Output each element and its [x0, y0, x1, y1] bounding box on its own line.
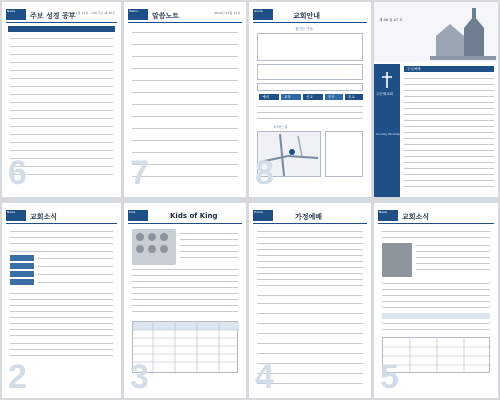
section-tag: Guide [253, 9, 273, 20]
issue-meta: 2019년 11월 17일 [214, 11, 240, 15]
cover-subtitle: Sunday Worship [376, 132, 401, 136]
page-title: 교회소식 [30, 213, 58, 221]
ministry-box [257, 83, 363, 91]
page-number: 8 [255, 154, 274, 192]
page-title: 말씀노트 [152, 12, 180, 20]
page-title: 가정예배 [295, 213, 323, 221]
staff-box [257, 33, 363, 61]
photo [382, 243, 412, 277]
page-title: 교회소식 [402, 213, 430, 221]
ministry-button-3[interactable]: 선교 [303, 94, 323, 100]
page-6 [2, 2, 121, 197]
page-3 [124, 203, 246, 398]
map-label: 오시는 길 [273, 125, 288, 129]
page-number: 3 [130, 358, 149, 396]
page-title: Kids of King [170, 212, 218, 220]
section-tag: News [378, 210, 398, 221]
issue-meta: 2019년 11월 17일 · 교회 주보 제 12호 [62, 11, 115, 15]
staff-heading: 섬기는 이들 [295, 27, 314, 31]
page-number: 4 [255, 358, 274, 396]
page-2 [2, 203, 121, 398]
ministry-button-1[interactable]: 예배 [259, 94, 279, 100]
church-name: 주은혜교회 [376, 92, 393, 96]
page-title: 주보 성경 공부 [30, 12, 76, 20]
page-title: 교회안내 [293, 12, 321, 20]
section-tag: Kids [128, 210, 148, 221]
ministry-button-5[interactable]: 친교 [345, 94, 363, 100]
page-number: 7 [130, 154, 149, 192]
section-tag: News [6, 9, 26, 20]
cover-page [374, 2, 498, 197]
section-tag: Home [253, 210, 273, 221]
church-illustration [430, 8, 496, 60]
ministry-button-4[interactable]: 봉사 [325, 94, 343, 100]
page-8 [249, 2, 371, 197]
page-number: 2 [8, 358, 27, 396]
schedule-box [257, 64, 363, 80]
issue-number: 제 46 권 47 호 [379, 18, 403, 22]
page-4 [249, 203, 371, 398]
kids-illustration [132, 229, 176, 265]
page-7 [124, 2, 246, 197]
page-number: 5 [380, 358, 399, 396]
section-tag: News [6, 210, 26, 221]
study-header [8, 26, 115, 32]
page-5 [374, 203, 498, 398]
worship-header: 주일예배 [404, 66, 494, 72]
page-number: 6 [8, 154, 27, 192]
section-tag: Memo [128, 9, 148, 20]
bus-info [325, 131, 363, 177]
church-logo-icon [381, 72, 393, 88]
ministry-button-2[interactable]: 교육 [281, 94, 301, 100]
